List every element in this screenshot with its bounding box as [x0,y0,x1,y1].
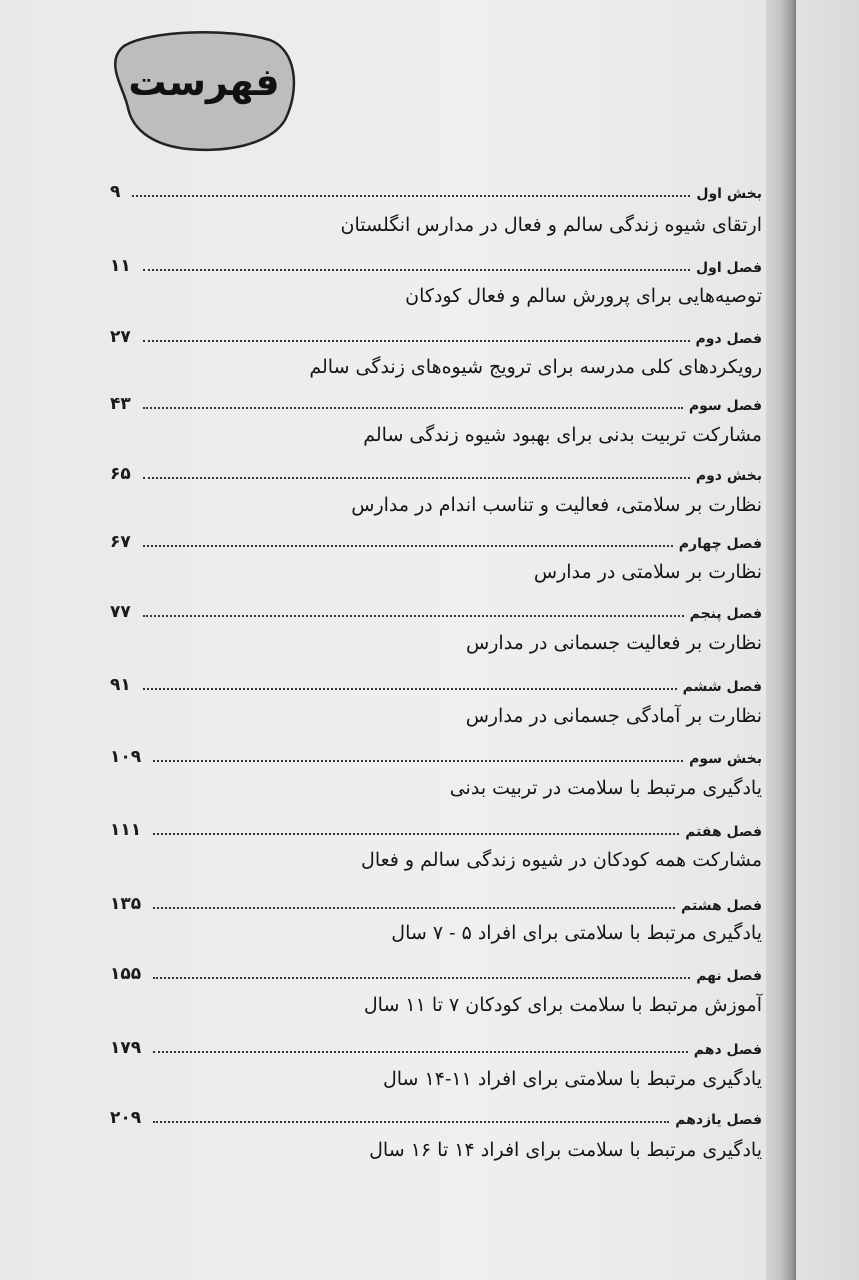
page-number: ۱۱ [110,256,131,276]
section-label: بخش اول [696,186,762,202]
page-number: ۱۵۵ [110,964,142,984]
dot-leader [132,194,690,197]
toc-entry-header[interactable] [110,962,762,984]
page-number: ۲۰۹ [110,1108,142,1128]
dot-leader [153,906,675,909]
chapter-title[interactable]: مشارکت تربیت بدنی برای بهبود شیوه زندگی سالم [363,424,762,446]
chapter-title[interactable]: نظارت بر آمادگی جسمانی در مدارس [465,705,762,727]
page-number: ۶۷ [110,532,131,552]
chapter-title[interactable]: توصیه‌هایی برای پرورش سالم و فعال کودکان [405,285,762,307]
section-label: بخش دوم [695,468,762,484]
section-title[interactable]: یادگیری مرتبط با سلامت در تربیت بدنی [449,777,762,799]
toc-entry-header[interactable] [110,892,762,914]
chapter-label: فصل سوم [688,398,762,414]
toc-entry-header[interactable] [110,745,762,767]
chapter-label: فصل پنجم [689,606,762,622]
dot-leader [153,1050,688,1053]
page-number: ۱۳۵ [110,894,142,914]
chapter-title[interactable]: یادگیری مرتبط با سلامت برای افراد ۱۴ تا ۱۶ سال [369,1139,762,1161]
page-number: ۷۷ [110,602,131,622]
toc-entry-header[interactable] [110,1106,762,1128]
chapter-label: فصل هشتم [681,898,762,914]
toc-entry-header[interactable] [110,1036,762,1058]
page-number: ۱۰۹ [110,747,142,767]
page-number: ۱۷۹ [110,1038,142,1058]
section-label: بخش سوم [689,751,762,767]
chapter-title[interactable]: نظارت بر فعالیت جسمانی در مدارس [466,632,762,654]
toc-entry-header[interactable] [110,673,762,695]
page-number: ۱۱۱ [110,820,142,840]
chapter-label: فصل هفتم [685,824,762,840]
page-number: ۲۷ [110,327,131,347]
chapter-label: فصل نهم [696,968,762,984]
dot-leader [153,976,690,979]
toc-entry-header[interactable] [110,325,762,347]
toc-entry-header[interactable] [110,462,762,484]
chapter-title[interactable]: نظارت بر سلامتی در مدارس [533,561,762,583]
dot-leader [153,759,683,762]
chapter-title[interactable]: یادگیری مرتبط با سلامتی برای افراد ۵ - ۷ سال [391,922,762,944]
chapter-title[interactable]: آموزش مرتبط با سلامت برای کودکان ۷ تا ۱۱ سال [363,994,762,1016]
toc-entry-header[interactable] [110,530,762,552]
dot-leader [153,1120,669,1123]
dot-leader [143,476,690,479]
toc-entry-header[interactable] [110,392,762,414]
dot-leader [143,687,677,690]
toc-entry-header[interactable] [110,818,762,840]
page-title: فهرست [128,60,280,104]
chapter-label: فصل دوم [695,331,762,347]
toc-entry-header[interactable] [110,180,762,202]
dot-leader [153,832,679,835]
dot-leader [143,406,683,409]
dot-leader [143,268,690,271]
chapter-title[interactable]: یادگیری مرتبط با سلامتی برای افراد ۱۱-۱۴ سال [382,1068,762,1090]
page-number: ۶۵ [110,464,131,484]
facing-page-edge [796,0,859,1280]
toc-entry-header[interactable] [110,600,762,622]
page-number: ۹۱ [110,675,131,695]
chapter-label: فصل ششم [682,679,762,695]
toc-entry-header[interactable] [110,254,762,276]
chapter-title[interactable]: رویکردهای کلی مدرسه برای ترویج شیوه‌های زندگی سالم [309,356,762,378]
dot-leader [143,614,684,617]
section-title[interactable]: نظارت بر سلامتی، فعالیت و تناسب اندام در مدارس [351,494,762,516]
chapter-label: فصل اول [696,260,762,276]
page-number: ۹ [110,182,121,202]
chapter-title[interactable]: مشارکت همه کودکان در شیوه زندگی سالم و فعال [361,849,762,871]
page-number: ۴۳ [110,394,131,414]
section-title[interactable]: ارتقای شیوه زندگی سالم و فعال در مدارس انگلستان [340,214,762,236]
dot-leader [143,339,690,342]
chapter-label: فصل چهارم [678,536,762,552]
dot-leader [143,544,673,547]
chapter-label: فصل یازدهم [675,1112,762,1128]
chapter-label: فصل دهم [693,1042,762,1058]
